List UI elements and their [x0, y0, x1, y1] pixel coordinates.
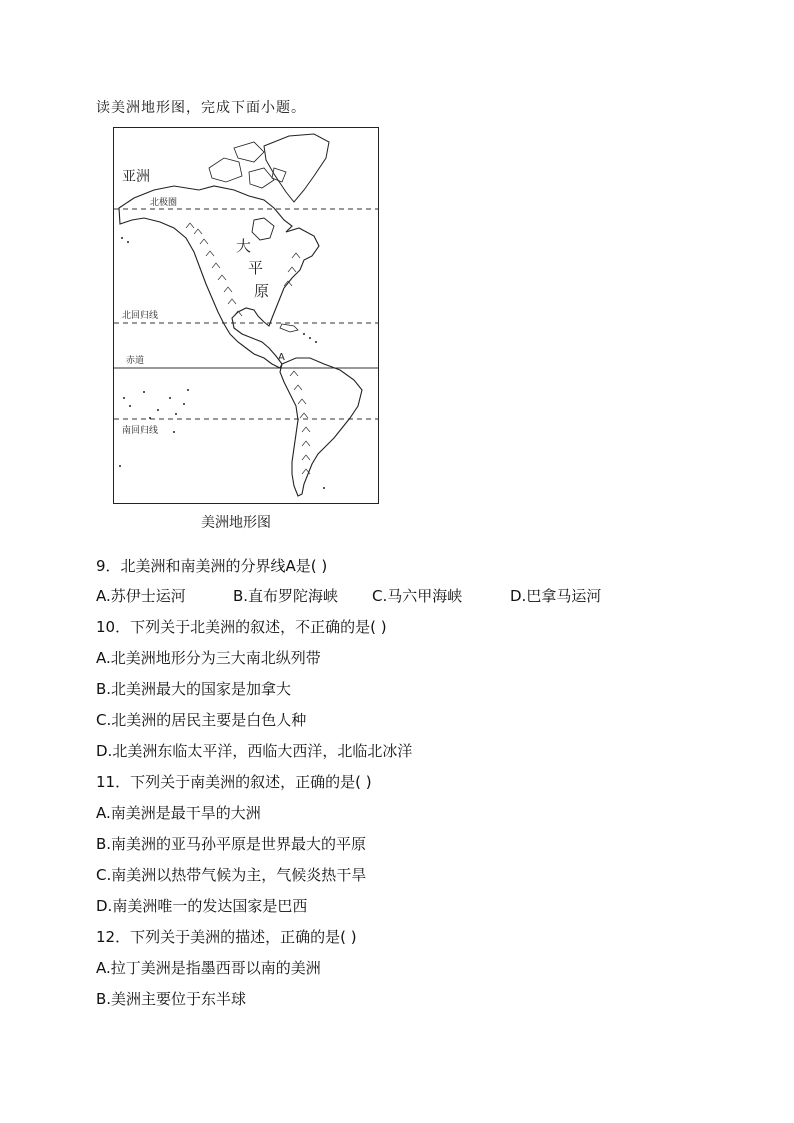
question-10-option-d: D.北美洲东临太平洋，西临大西洋，北临北冰洋 [96, 742, 413, 760]
question-9-option-d: D.巴拿马运河 [510, 587, 602, 605]
caribbean-island [280, 324, 298, 332]
north-america-outline [119, 186, 319, 368]
intro-text: 读美洲地形图，完成下面小题。 [96, 100, 306, 116]
question-12-option-b: B.美洲主要位于东半球 [96, 990, 247, 1008]
arctic-island [249, 168, 274, 188]
label-tropic-capricorn: 南回归线 [122, 426, 159, 436]
hudson-bay [252, 218, 274, 240]
question-9-option-c: C.马六甲海峡 [372, 587, 463, 605]
question-11-option-c: C.南美洲以热带气候为主，气候炎热干旱 [96, 866, 367, 884]
question-9-option-b: B.直布罗陀海峡 [233, 587, 339, 605]
americas-map [113, 127, 379, 504]
question-11-option-d: D.南美洲唯一的发达国家是巴西 [96, 897, 308, 915]
label-asia: 亚洲 [122, 169, 150, 185]
question-11-stem: 11．下列关于南美洲的叙述，正确的是( ) [96, 773, 372, 791]
map-caption: 美洲地形图 [201, 515, 271, 531]
question-10-option-a: A.北美洲地形分为三大南北纵列带 [96, 649, 321, 667]
question-12-option-a: A.拉丁美洲是指墨西哥以南的美洲 [96, 959, 321, 977]
question-10-option-b: B.北美洲最大的国家是加拿大 [96, 680, 292, 698]
question-10-stem: 10．下列关于北美洲的叙述，不正确的是( ) [96, 618, 387, 636]
label-great-plains-char-1: 大 [236, 237, 252, 255]
label-great-plains-char-3: 原 [254, 282, 270, 300]
arctic-island [234, 142, 264, 162]
question-12-stem: 12．下列关于美洲的描述，正确的是( ) [96, 928, 357, 946]
question-9-stem: 9．北美洲和南美洲的分界线A是( ) [96, 557, 328, 575]
label-tropic-cancer: 北回归线 [122, 311, 159, 321]
label-arctic-circle: 北极圈 [150, 198, 178, 208]
question-11-option-b: B.南美洲的亚马孙平原是世界最大的平原 [96, 835, 367, 853]
label-great-plains-char-2: 平 [248, 259, 264, 277]
question-9-option-a: A.苏伊士运河 [96, 587, 186, 605]
south-america-outline [280, 358, 362, 496]
marker-a: A [278, 352, 285, 363]
question-10-option-c: C.北美洲的居民主要是白色人种 [96, 711, 307, 729]
arctic-island [209, 158, 242, 182]
question-11-option-a: A.南美洲是最干旱的大洲 [96, 804, 261, 822]
label-equator: 赤道 [126, 356, 145, 366]
